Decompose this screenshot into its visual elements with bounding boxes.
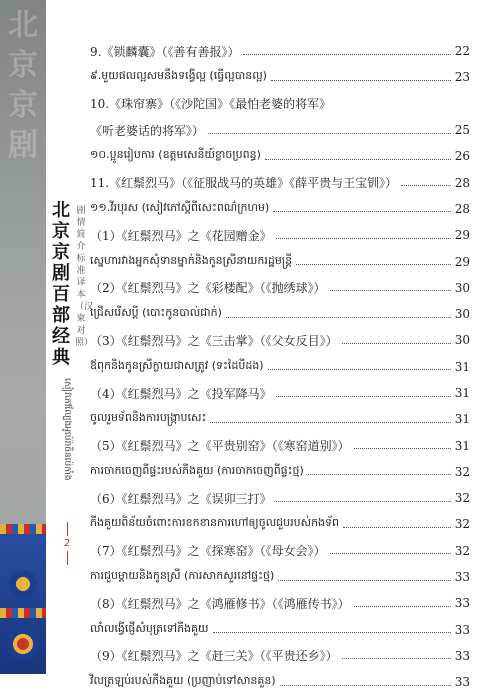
- toc-entry-title: ចូលរួមទ័ពនិងការបង្ក្រាបសេះ: [90, 411, 207, 425]
- toc-entry-page: 32: [454, 543, 470, 558]
- toc-entry-title: ការចាកចេញពីផ្ទះរបស់ភីងគួយ (ការចាកចេញពីផ្ទះថ្ម): [90, 463, 304, 477]
- toc-entry[interactable]: [90, 485, 470, 511]
- toc-entry[interactable]: [90, 617, 470, 643]
- dot-leader: [308, 474, 451, 475]
- toc-entry[interactable]: [90, 64, 470, 90]
- dot-leader: [278, 580, 450, 581]
- toc-entry-title: លាំលង្វើផ្ញើសំបុត្រទៅភីងគួយ: [90, 621, 209, 635]
- toc-entry[interactable]: [90, 275, 470, 301]
- toc-entry-title: ១០.ប្អូនរៀបការ (ឧត្តមសេនីយ៍ខ្លាចប្រពន្ធ): [90, 148, 261, 162]
- dot-leader: [342, 343, 451, 344]
- toc-entry-page: 23: [454, 70, 470, 85]
- dot-leader: [276, 238, 451, 239]
- toc-entry-page: 33: [454, 648, 470, 663]
- toc-entry[interactable]: [90, 380, 470, 406]
- series-subtitle: 剧情简介标准译本（汉柬对照）: [75, 206, 94, 348]
- toc-entry[interactable]: [90, 117, 470, 143]
- toc-entry-title: ឪពុកនិងកូនស្រីក្លាយជាសត្រូវ (ទះដៃបីដង): [90, 358, 264, 372]
- toc-entry-title: ៩.មួយផលល្អសមនឹងទង្វើល្អ (ធ្វើល្អបានល្អ): [90, 69, 267, 83]
- toc-entry[interactable]: [90, 222, 470, 248]
- toc-entry-title: 11.《红鬃烈马》（《征服战马的英雄》《薛平贵与王宝钏》）: [90, 176, 398, 191]
- toc-entry-title: （8）《红鬃烈马》之《鸿雁修书》（《鸿雁传书》）: [90, 596, 350, 611]
- dot-leader: [354, 606, 451, 607]
- dot-leader: [226, 317, 451, 318]
- toc-entry[interactable]: [90, 564, 470, 590]
- toc-entry-title: （2）《红鬃烈马》之《彩楼配》（《抛绣球》）: [90, 281, 326, 296]
- dot-leader: [210, 422, 450, 423]
- toc-entry-page: 28: [454, 201, 470, 216]
- toc-entry[interactable]: [90, 538, 470, 564]
- toc-entry-title: ភីងគួយពិន័យចំពោះការខកខានការហៅឲ្យចូលជួបរបស់កងទ័ព: [90, 516, 340, 530]
- toc-entry-title: （6）《红鬃烈马》之《误卯三打》: [90, 491, 272, 506]
- dot-leader: [354, 448, 451, 449]
- toc-entry-page: 30: [454, 280, 470, 295]
- toc-entry-title: （1）《红鬃烈马》之《花园赠金》: [90, 228, 272, 243]
- dot-leader: [401, 185, 451, 186]
- toc-entry-page: 32: [454, 491, 470, 506]
- toc-entry-page: 33: [454, 622, 470, 637]
- dot-leader: [280, 685, 451, 686]
- dot-leader: [273, 211, 450, 212]
- toc-entry-page: 29: [454, 254, 470, 269]
- toc-entry[interactable]: [90, 459, 470, 485]
- dot-leader: [276, 396, 451, 397]
- toc-entry-title: 9.《锁麟囊》（《善有善报》）: [90, 44, 240, 59]
- toc-entry[interactable]: [90, 143, 470, 169]
- series-title: 北京京剧百部经典: [52, 200, 70, 368]
- toc-entry[interactable]: [90, 590, 470, 616]
- toc-entry-title: ជ្រើសរើសប្ដី (បោះកូនបាល់ជាក់): [90, 306, 222, 320]
- decorative-sidebar: [0, 0, 46, 674]
- dot-leader: [330, 553, 451, 554]
- toc-entry-page: 33: [454, 570, 470, 585]
- toc-entry-page: 22: [454, 44, 470, 59]
- toc-entry[interactable]: [90, 196, 470, 222]
- toc-entry[interactable]: [90, 354, 470, 380]
- page-number: 2: [55, 520, 79, 567]
- dot-leader: [265, 159, 451, 160]
- toc-entry[interactable]: [90, 38, 470, 64]
- dot-leader: [268, 369, 451, 370]
- toc-entry-title: 《听老婆话的将军》）: [90, 123, 205, 138]
- toc-entry-title: （4）《红鬃烈马》之《投军降马》: [90, 386, 272, 401]
- toc-entry-title: វិលត្រឡប់របស់ភីងគួយ (ប្រញាប់ទៅសានគួន): [90, 674, 276, 688]
- toc-entry-title: ការជួបម្ដាយនិងកូនស្រី (ការសាកសួរនៅផ្ទះថ្ម): [90, 569, 275, 583]
- dot-leader: [296, 264, 451, 265]
- ornament-pattern: [0, 524, 46, 674]
- toc-entry-title: 10.《珠帘寨》（《沙陀国》《最怕老婆的将军》: [90, 97, 332, 112]
- toc-entry[interactable]: [90, 91, 470, 117]
- toc-entry[interactable]: [90, 327, 470, 353]
- toc-entry-page: 28: [454, 175, 470, 190]
- toc-entry-page: 33: [454, 675, 470, 690]
- dot-leader: [342, 658, 451, 659]
- table-of-contents: [90, 38, 470, 695]
- dot-leader: [213, 632, 451, 633]
- toc-entry-page: 32: [454, 517, 470, 532]
- dot-leader: [343, 527, 451, 528]
- toc-entry-title: ស្នេហារវាងអ្នកសុំទានម្នាក់និងកូនស្រីនាយករដ្ឋមន្ត្រី: [90, 253, 293, 267]
- toc-entry-page: 30: [454, 333, 470, 348]
- toc-entry-page: 31: [454, 412, 470, 427]
- toc-entry-title: （3）《红鬃烈马》之《三击掌》（《父女反目》）: [90, 333, 338, 348]
- toc-entry-page: 25: [454, 123, 470, 138]
- toc-entry-page: 33: [454, 596, 470, 611]
- toc-entry-title: （7）《红鬃烈马》之《探寒窑》（《母女会》）: [90, 544, 326, 559]
- toc-entry[interactable]: [90, 406, 470, 432]
- toc-entry[interactable]: [90, 248, 470, 274]
- toc-entry-page: 26: [454, 149, 470, 164]
- dot-leader: [330, 290, 451, 291]
- toc-entry[interactable]: [90, 432, 470, 458]
- dot-leader: [243, 54, 450, 55]
- toc-entry[interactable]: [90, 669, 470, 695]
- toc-entry-page: 31: [454, 438, 470, 453]
- toc-entry-page: 31: [454, 359, 470, 374]
- toc-entry[interactable]: [90, 169, 470, 195]
- khmer-series-title: សៀវភៅល្បែងអូប៉េរ៉ាចិនប៉េកាំង: [62, 378, 72, 481]
- toc-entry-title: （9）《红鬃烈马》之《赶三关》（《平贵还乡》）: [90, 649, 338, 664]
- dot-leader: [208, 133, 451, 134]
- watermark-characters: 北 京 京 剧: [8, 8, 38, 163]
- dot-leader: [271, 80, 451, 81]
- toc-entry-page: 32: [454, 464, 470, 479]
- toc-entry-title: （5）《红鬃烈马》之《平贵别窑》（《寒窑道别》）: [90, 439, 350, 454]
- toc-entry-page: 30: [454, 307, 470, 322]
- toc-entry[interactable]: [90, 643, 470, 669]
- toc-entry[interactable]: [90, 301, 470, 327]
- toc-entry[interactable]: [90, 511, 470, 537]
- toc-entry-page: 31: [454, 386, 470, 400]
- dot-leader: [276, 501, 451, 502]
- toc-entry-page: 29: [454, 228, 470, 243]
- toc-entry-title: ១១.វីរបុរស (សៀវភៅស្ដីពីសេះពណ៌ក្រហម): [90, 200, 270, 214]
